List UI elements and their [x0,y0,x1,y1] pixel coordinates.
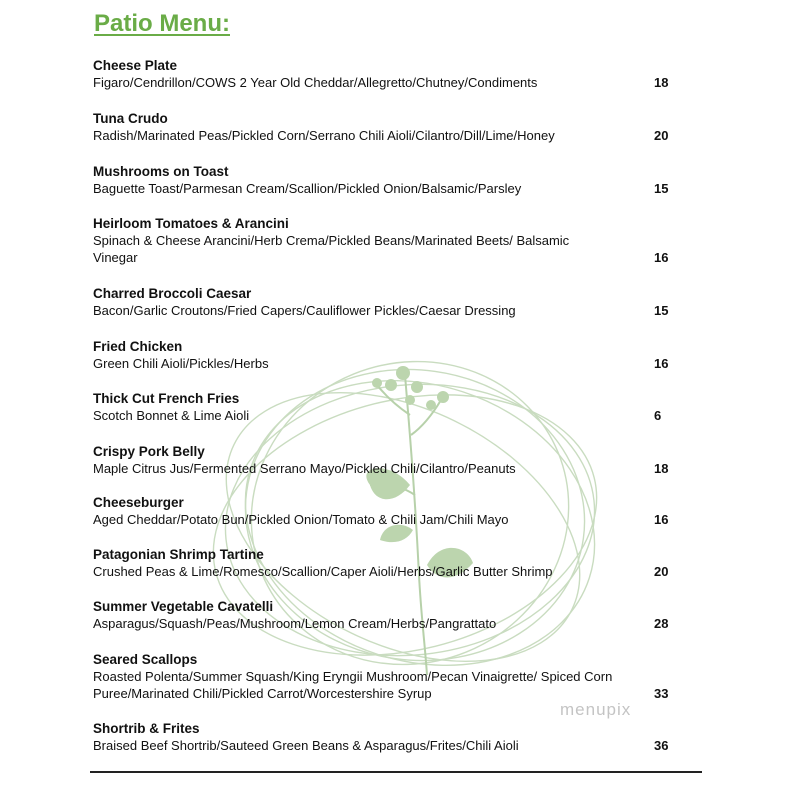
menu-item [93,443,673,477]
item-price: 16 [654,356,669,371]
item-price: 16 [654,250,669,265]
item-name: Patagonian Shrimp Tartine [93,547,264,562]
menu-item [93,494,673,528]
item-name: Charred Broccoli Caesar [93,286,252,301]
item-name: Fried Chicken [93,339,183,354]
item-description: Aged Cheddar/Potato Bun/Pickled Onion/Tomato & Chili Jam/Chili Mayo [93,512,509,527]
item-price: 6 [654,408,662,423]
item-description: Asparagus/Squash/Peas/Mushroom/Lemon Cream/Herbs/Pangrattato [93,616,497,631]
menu-item [93,720,673,754]
item-description: Scotch Bonnet & Lime Aioli [93,408,250,423]
item-description: Maple Citrus Jus/Fermented Serrano Mayo/Pickled Chili/Cilantro/Peanuts [93,461,516,476]
item-description: Radish/Marinated Peas/Pickled Corn/Serrano Chili Aioli/Cilantro/Dill/Lime/Honey [93,128,555,143]
menu-item [93,598,673,632]
menu-item [93,215,673,266]
item-name: Crispy Pork Belly [93,444,205,459]
item-description: Figaro/Cendrillon/COWS 2 Year Old Cheddar/Allegretto/Chutney/Condiments [93,75,538,90]
menu-item [93,163,673,197]
menu-item [93,110,673,144]
menu-item [93,546,673,580]
menu-item [93,651,673,702]
item-price: 33 [654,686,669,701]
item-name: Thick Cut French Fries [93,391,240,406]
item-description: Crushed Peas & Lime/Romesco/Scallion/Caper Aioli/Herbs/Garlic Butter Shrimp [93,564,553,579]
item-name: Cheese Plate [93,58,178,73]
item-name: Seared Scallops [93,652,198,667]
menu-item [93,285,673,319]
bottom-divider [90,771,702,773]
item-name: Cheeseburger [93,495,184,510]
menu-title: Patio Menu: [94,10,230,37]
menu-item [93,390,673,424]
item-description: Roasted Polenta/Summer Squash/King Eryngii Mushroom/Pecan Vinaigrette/ Spiced Corn Puree/Marinated Chili/Pickled Carrot/Worcestershire Syrup [93,669,613,701]
brand-watermark: menupix [560,700,632,719]
item-price: 18 [654,461,669,476]
item-name: Shortrib & Frites [93,721,200,736]
item-description: Baguette Toast/Parmesan Cream/Scallion/Pickled Onion/Balsamic/Parsley [93,181,522,196]
item-name: Mushrooms on Toast [93,164,229,179]
item-price: 20 [654,564,669,579]
item-price: 16 [654,512,669,527]
item-price: 36 [654,738,669,753]
menu-item [93,338,673,372]
item-name: Summer Vegetable Cavatelli [93,599,274,614]
item-price: 28 [654,616,669,631]
item-price: 18 [654,75,669,90]
item-name: Tuna Crudo [93,111,168,126]
menu-item [93,57,673,91]
item-description: Spinach & Cheese Arancini/Herb Crema/Pickled Beans/Marinated Beets/ Balsamic Vinegar [93,233,570,265]
item-price: 15 [654,181,669,196]
item-description: Bacon/Garlic Croutons/Fried Capers/Cauliflower Pickles/Caesar Dressing [93,303,516,318]
item-price: 15 [654,303,669,318]
item-price: 20 [654,128,669,143]
item-name: Heirloom Tomatoes & Arancini [93,216,289,231]
item-description: Green Chili Aioli/Pickles/Herbs [93,356,269,371]
item-description: Braised Beef Shortrib/Sauteed Green Beans & Asparagus/Frites/Chili Aioli [93,738,519,753]
